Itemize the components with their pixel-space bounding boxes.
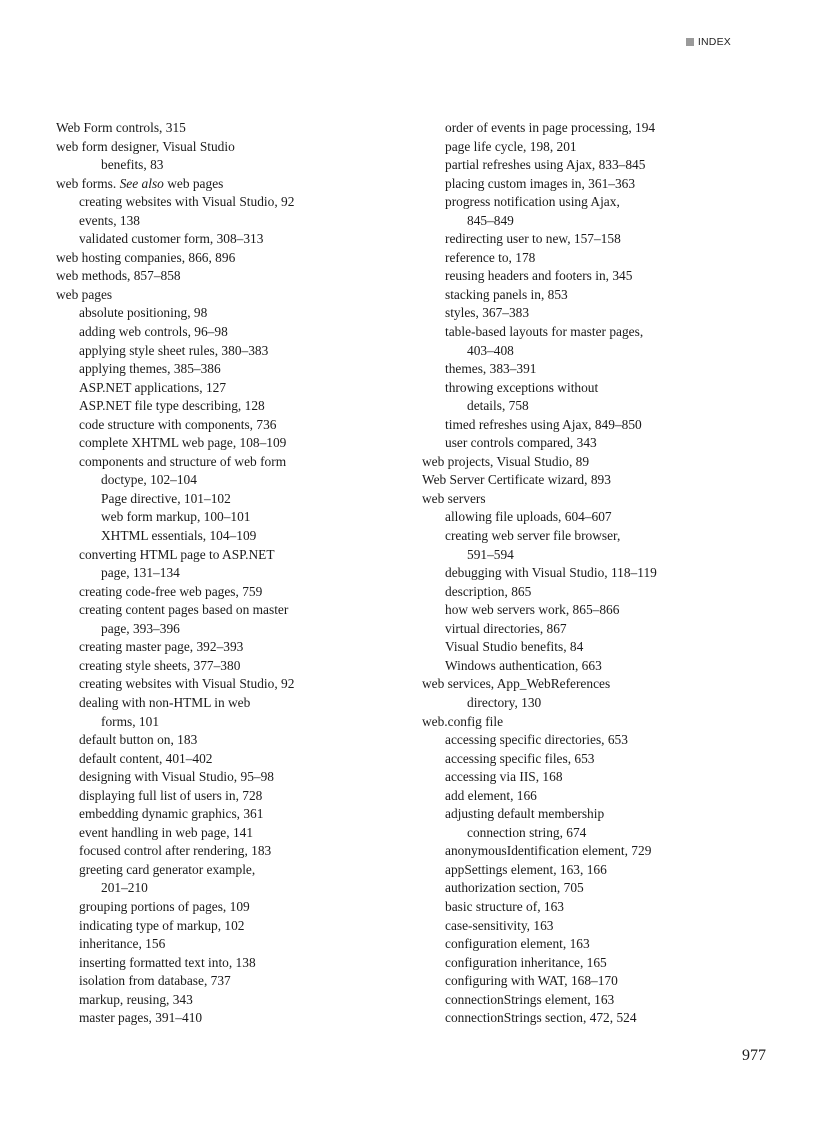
entry-text: focused control after rendering, 183 bbox=[79, 843, 272, 859]
index-subentry bbox=[422, 879, 762, 898]
entry-text: configuring with WAT, 168–170 bbox=[445, 973, 618, 989]
entry-text: description, 865 bbox=[445, 583, 532, 599]
entry-text: reusing headers and footers in, 345 bbox=[445, 268, 633, 284]
entry-text: add element, 166 bbox=[445, 787, 537, 803]
index-entry-continuation bbox=[56, 713, 386, 732]
entry-text: absolute positioning, 98 bbox=[79, 305, 208, 321]
index-entry-continuation bbox=[56, 490, 386, 509]
entry-text: directory, 130 bbox=[467, 694, 542, 710]
entry-text: isolation from database, 737 bbox=[79, 973, 231, 989]
index-entry bbox=[422, 713, 762, 732]
index-entry bbox=[56, 119, 386, 138]
entry-text: complete XHTML web page, 108–109 bbox=[79, 435, 287, 451]
index-subentry bbox=[422, 156, 762, 175]
entry-text: embedding dynamic graphics, 361 bbox=[79, 806, 264, 822]
entry-text: dealing with non-HTML in web bbox=[79, 694, 251, 710]
entry-text: benefits, 83 bbox=[101, 157, 164, 173]
index-entry bbox=[56, 267, 386, 286]
entry-text: case-sensitivity, 163 bbox=[445, 917, 554, 933]
entry-text: table-based layouts for master pages, bbox=[445, 324, 644, 340]
entry-text: anonymousIdentification element, 729 bbox=[445, 843, 652, 859]
entry-text: adjusting default membership bbox=[445, 806, 605, 822]
entry-text: ASP.NET applications, 127 bbox=[79, 379, 227, 395]
index-subentry bbox=[56, 935, 386, 954]
entry-text: creating style sheets, 377–380 bbox=[79, 657, 241, 673]
index-subentry bbox=[422, 787, 762, 806]
entry-text: creating code-free web pages, 759 bbox=[79, 583, 263, 599]
index-subentry bbox=[422, 991, 762, 1010]
entry-text: virtual directories, 867 bbox=[445, 620, 567, 636]
entry-text: web pages bbox=[163, 175, 224, 191]
index-entry-continuation bbox=[56, 471, 386, 490]
index-subentry bbox=[422, 434, 762, 453]
index-entry bbox=[422, 453, 762, 472]
entry-text: Windows authentication, 663 bbox=[445, 657, 602, 673]
entry-text: validated customer form, 308–313 bbox=[79, 231, 264, 247]
index-subentry bbox=[56, 694, 386, 713]
entry-text: creating web server file browser, bbox=[445, 528, 621, 544]
index-subentry bbox=[56, 360, 386, 379]
entry-text: Web Form controls, 315 bbox=[56, 120, 186, 135]
index-entry bbox=[56, 286, 386, 305]
entry-text: code structure with components, 736 bbox=[79, 416, 277, 432]
entry-text: adding web controls, 96–98 bbox=[79, 324, 228, 340]
index-subentry bbox=[56, 638, 386, 657]
index-subentry bbox=[422, 731, 762, 750]
index-subentry bbox=[422, 601, 762, 620]
index-entry-continuation bbox=[422, 397, 762, 416]
index-column-right bbox=[422, 119, 762, 1028]
index-subentry bbox=[56, 731, 386, 750]
entry-text: themes, 383–391 bbox=[445, 361, 537, 377]
entry-text: event handling in web page, 141 bbox=[79, 824, 254, 840]
entry-text: basic structure of, 163 bbox=[445, 898, 564, 914]
entry-text: details, 758 bbox=[467, 398, 529, 414]
index-subentry bbox=[422, 657, 762, 676]
entry-text: connection string, 674 bbox=[467, 824, 587, 840]
entry-text: default button on, 183 bbox=[79, 732, 198, 748]
index-entry-continuation bbox=[422, 212, 762, 231]
index-subentry bbox=[56, 193, 386, 212]
index-subentry bbox=[422, 323, 762, 342]
entry-text: Web Server Certificate wizard, 893 bbox=[422, 472, 611, 488]
index-subentry bbox=[422, 175, 762, 194]
index-subentry bbox=[422, 935, 762, 954]
index-entry-continuation bbox=[422, 546, 762, 565]
entry-text: connectionStrings section, 472, 524 bbox=[445, 1010, 637, 1026]
index-subentry bbox=[422, 379, 762, 398]
index-subentry bbox=[56, 805, 386, 824]
entry-text: web projects, Visual Studio, 89 bbox=[422, 453, 590, 469]
entry-text: web servers bbox=[422, 490, 486, 506]
index-subentry bbox=[56, 342, 386, 361]
entry-text: indicating type of markup, 102 bbox=[79, 917, 245, 933]
index-subentry bbox=[56, 675, 386, 694]
entry-text: authorization section, 705 bbox=[445, 880, 584, 896]
index-column-left bbox=[56, 119, 386, 1028]
entry-text: placing custom images in, 361–363 bbox=[445, 175, 636, 191]
index-subentry bbox=[56, 750, 386, 769]
index-subentry bbox=[56, 917, 386, 936]
index-entry bbox=[422, 471, 762, 490]
index-entry bbox=[56, 249, 386, 268]
entry-text: applying style sheet rules, 380–383 bbox=[79, 342, 269, 358]
index-subentry bbox=[56, 991, 386, 1010]
index-subentry bbox=[56, 768, 386, 787]
index-subentry bbox=[422, 954, 762, 973]
index-subentry bbox=[422, 898, 762, 917]
entry-text: doctype, 102–104 bbox=[101, 472, 197, 488]
index-subentry bbox=[422, 360, 762, 379]
index-subentry bbox=[422, 267, 762, 286]
entry-text: accessing specific directories, 653 bbox=[445, 732, 628, 748]
entry-text: partial refreshes using Ajax, 833–845 bbox=[445, 157, 646, 173]
index-subentry bbox=[56, 230, 386, 249]
entry-text: throwing exceptions without bbox=[445, 379, 599, 395]
entry-text: 201–210 bbox=[101, 880, 148, 896]
entry-text: events, 138 bbox=[79, 212, 140, 228]
entry-text: greeting card generator example, bbox=[79, 861, 256, 877]
entry-text: user controls compared, 343 bbox=[445, 435, 597, 451]
index-subentry bbox=[422, 119, 762, 138]
index-subentry bbox=[56, 898, 386, 917]
index-entry-continuation bbox=[56, 527, 386, 546]
index-subentry bbox=[56, 416, 386, 435]
entry-text: web methods, 857–858 bbox=[56, 268, 181, 284]
index-subentry bbox=[422, 304, 762, 323]
index-subentry bbox=[56, 954, 386, 973]
entry-text: allowing file uploads, 604–607 bbox=[445, 509, 612, 525]
section-title: INDEX bbox=[697, 36, 731, 48]
index-subentry bbox=[422, 917, 762, 936]
index-subentry bbox=[56, 379, 386, 398]
entry-text: inserting formatted text into, 138 bbox=[79, 954, 256, 970]
index-entry bbox=[56, 138, 386, 157]
index-entry bbox=[422, 675, 762, 694]
index-entry-continuation bbox=[56, 508, 386, 527]
index-subentry bbox=[422, 750, 762, 769]
entry-text: web.config file bbox=[422, 713, 504, 729]
index-subentry bbox=[422, 861, 762, 880]
index-subentry bbox=[422, 138, 762, 157]
entry-text: creating content pages based on master bbox=[79, 602, 289, 618]
entry-text: Visual Studio benefits, 84 bbox=[445, 639, 584, 655]
index-subentry bbox=[422, 527, 762, 546]
index-subentry bbox=[56, 787, 386, 806]
entry-text: web services, App_WebReferences bbox=[422, 676, 611, 692]
entry-text: page, 393–396 bbox=[101, 620, 180, 636]
index-subentry bbox=[422, 805, 762, 824]
entry-text: inheritance, 156 bbox=[79, 936, 166, 952]
entry-text: connectionStrings element, 163 bbox=[445, 991, 615, 1007]
index-subentry bbox=[422, 768, 762, 787]
entry-text: page life cycle, 198, 201 bbox=[445, 138, 577, 154]
index-subentry bbox=[56, 861, 386, 880]
index-subentry bbox=[56, 601, 386, 620]
entry-text: creating websites with Visual Studio, 92 bbox=[79, 676, 295, 692]
index-subentry bbox=[422, 230, 762, 249]
index-subentry bbox=[56, 1009, 386, 1028]
index-subentry bbox=[56, 212, 386, 231]
index-subentry bbox=[56, 397, 386, 416]
index-subentry bbox=[56, 657, 386, 676]
index-subentry bbox=[56, 583, 386, 602]
index-subentry bbox=[56, 972, 386, 991]
entry-text: redirecting user to new, 157–158 bbox=[445, 231, 621, 247]
entry-text: web form designer, Visual Studio bbox=[56, 138, 235, 154]
entry-text: converting HTML page to ASP.NET bbox=[79, 546, 275, 562]
index-subentry bbox=[422, 286, 762, 305]
entry-text: web hosting companies, 866, 896 bbox=[56, 249, 236, 265]
index-entry-continuation bbox=[422, 694, 762, 713]
entry-text: appSettings element, 163, 166 bbox=[445, 861, 607, 877]
entry-text: 845–849 bbox=[467, 212, 514, 228]
entry-text: order of events in page processing, 194 bbox=[445, 120, 656, 135]
index-subentry bbox=[56, 824, 386, 843]
entry-text: creating master page, 392–393 bbox=[79, 639, 244, 655]
index-subentry bbox=[422, 416, 762, 435]
index-subentry bbox=[422, 193, 762, 212]
entry-text: accessing via IIS, 168 bbox=[445, 769, 563, 785]
index-entry-continuation bbox=[422, 824, 762, 843]
index-subentry bbox=[56, 304, 386, 323]
entry-text: configuration inheritance, 165 bbox=[445, 954, 607, 970]
entry-text: forms, 101 bbox=[101, 713, 160, 729]
entry-text: default content, 401–402 bbox=[79, 750, 213, 766]
index-entry-continuation bbox=[56, 620, 386, 639]
entry-text: configuration element, 163 bbox=[445, 936, 590, 952]
index-subentry bbox=[422, 842, 762, 861]
index-subentry bbox=[56, 323, 386, 342]
index-subentry bbox=[422, 249, 762, 268]
index-subentry bbox=[422, 583, 762, 602]
entry-text: web form markup, 100–101 bbox=[101, 509, 251, 525]
index-subentry bbox=[422, 564, 762, 583]
index-subentry bbox=[422, 620, 762, 639]
entry-text: ASP.NET file type describing, 128 bbox=[79, 398, 265, 414]
entry-text: page, 131–134 bbox=[101, 565, 180, 581]
entry-text: stacking panels in, 853 bbox=[445, 286, 568, 302]
index-subentry bbox=[422, 508, 762, 527]
entry-text: reference to, 178 bbox=[445, 249, 536, 265]
entry-text: applying themes, 385–386 bbox=[79, 361, 221, 377]
entry-text: timed refreshes using Ajax, 849–850 bbox=[445, 416, 642, 432]
entry-text: web pages bbox=[56, 286, 113, 302]
index-entry-continuation bbox=[56, 564, 386, 583]
entry-text: components and structure of web form bbox=[79, 453, 287, 469]
index-subentry bbox=[422, 972, 762, 991]
entry-text: 403–408 bbox=[467, 342, 514, 358]
index-subentry bbox=[422, 1009, 762, 1028]
entry-text: progress notification using Ajax, bbox=[445, 194, 620, 210]
index-entry bbox=[56, 175, 386, 194]
entry-text: Page directive, 101–102 bbox=[101, 490, 231, 506]
entry-text: accessing specific files, 653 bbox=[445, 750, 595, 766]
entry-text: XHTML essentials, 104–109 bbox=[101, 528, 257, 544]
entry-text: grouping portions of pages, 109 bbox=[79, 898, 250, 914]
index-entry-continuation bbox=[56, 879, 386, 898]
entry-text: creating websites with Visual Studio, 92 bbox=[79, 194, 295, 210]
entry-text: designing with Visual Studio, 95–98 bbox=[79, 769, 274, 785]
entry-text: how web servers work, 865–866 bbox=[445, 602, 620, 618]
index-subentry bbox=[56, 434, 386, 453]
entry-text: styles, 367–383 bbox=[445, 305, 530, 321]
index-entry-continuation bbox=[422, 342, 762, 361]
index-entry-continuation bbox=[56, 156, 386, 175]
entry-text: master pages, 391–410 bbox=[79, 1010, 203, 1026]
entry-text: 591–594 bbox=[467, 546, 514, 562]
entry-text: markup, reusing, 343 bbox=[79, 991, 193, 1007]
entry-text: debugging with Visual Studio, 118–119 bbox=[445, 565, 657, 581]
index-subentry bbox=[56, 546, 386, 565]
index-entry bbox=[422, 490, 762, 509]
running-header bbox=[686, 36, 731, 48]
index-subentry bbox=[56, 453, 386, 472]
square-bullet-icon bbox=[686, 38, 694, 46]
page-number: 977 bbox=[742, 1047, 766, 1064]
entry-text: displaying full list of users in, 728 bbox=[79, 787, 263, 803]
index-subentry bbox=[56, 842, 386, 861]
see-also-label: See also bbox=[119, 175, 164, 191]
index-subentry bbox=[422, 638, 762, 657]
entry-text: web forms. bbox=[56, 175, 120, 191]
